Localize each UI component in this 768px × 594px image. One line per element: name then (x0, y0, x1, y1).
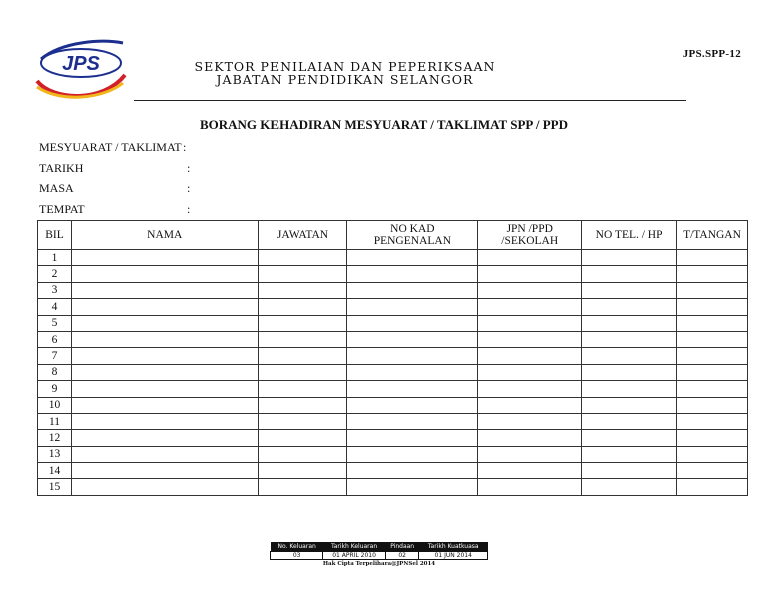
cell-no-tel[interactable] (582, 250, 677, 266)
cell-jpn[interactable] (478, 331, 582, 347)
cell-tandatangan[interactable] (676, 463, 747, 479)
revision-tarikh-kuatkuasa: 01 JUN 2014 (419, 552, 488, 560)
field-tarikh-label: TARIKH (39, 161, 84, 175)
cell-no-kad[interactable] (347, 364, 478, 380)
field-tarikh-colon: : (187, 161, 191, 175)
row-number: 1 (38, 250, 72, 266)
revision-footer (270, 542, 488, 567)
row-number: 3 (38, 282, 72, 298)
cell-nama[interactable] (71, 282, 258, 298)
cell-jpn[interactable] (478, 315, 582, 331)
attendance-table (37, 220, 748, 496)
cell-no-tel[interactable] (582, 331, 677, 347)
cell-jpn[interactable] (478, 266, 582, 282)
cell-tandatangan[interactable] (676, 364, 747, 380)
cell-jawatan[interactable] (258, 397, 347, 413)
cell-tandatangan[interactable] (676, 299, 747, 315)
cell-nama[interactable] (71, 299, 258, 315)
cell-nama[interactable] (71, 348, 258, 364)
row-number: 13 (38, 446, 72, 462)
cell-tandatangan[interactable] (676, 331, 747, 347)
header-no-tel: NO TEL. / HP (582, 221, 677, 250)
field-tempat-label: TEMPAT (39, 202, 85, 216)
logo-text: JPS (62, 53, 100, 75)
cell-jpn[interactable] (478, 348, 582, 364)
cell-nama[interactable] (71, 315, 258, 331)
cell-nama[interactable] (71, 381, 258, 397)
revision-tarikh-keluaran: 01 APRIL 2010 (323, 552, 385, 560)
cell-tandatangan[interactable] (676, 446, 747, 462)
cell-no-kad[interactable] (347, 463, 478, 479)
cell-tandatangan[interactable] (676, 430, 747, 446)
cell-nama[interactable] (71, 266, 258, 282)
cell-tandatangan[interactable] (676, 348, 747, 364)
cell-no-kad[interactable] (347, 430, 478, 446)
cell-no-tel[interactable] (582, 364, 677, 380)
cell-jpn[interactable] (478, 299, 582, 315)
row-number: 14 (38, 463, 72, 479)
cell-jawatan[interactable] (258, 430, 347, 446)
table-row (38, 430, 748, 446)
table-row (38, 282, 748, 298)
cell-no-kad[interactable] (347, 331, 478, 347)
row-number: 7 (38, 348, 72, 364)
cell-jawatan[interactable] (258, 381, 347, 397)
revision-header-pindaan: Pindaan (385, 542, 419, 552)
cell-no-tel[interactable] (582, 348, 677, 364)
cell-no-tel[interactable] (582, 397, 677, 413)
cell-jawatan[interactable] (258, 299, 347, 315)
cell-no-tel[interactable] (582, 430, 677, 446)
cell-jawatan[interactable] (258, 315, 347, 331)
cell-no-kad[interactable] (347, 479, 478, 495)
table-row (38, 348, 748, 364)
cell-jawatan[interactable] (258, 282, 347, 298)
revision-header-tarikh-kuatkuasa: Tarikh Kuatkuasa (419, 542, 488, 552)
field-mesyuarat-label: MESYUARAT / TAKLIMAT (39, 140, 182, 154)
cell-no-kad[interactable] (347, 348, 478, 364)
cell-jpn[interactable] (478, 413, 582, 429)
field-mesyuarat-colon: : (183, 140, 187, 154)
cell-jpn[interactable] (478, 430, 582, 446)
cell-jawatan[interactable] (258, 479, 347, 495)
row-number: 9 (38, 381, 72, 397)
header-jpn (478, 221, 582, 250)
table-row (38, 250, 748, 266)
cell-jpn[interactable] (478, 397, 582, 413)
table-header-row (38, 221, 748, 250)
cell-jawatan[interactable] (258, 413, 347, 429)
cell-tandatangan[interactable] (676, 250, 747, 266)
revision-table (270, 542, 488, 560)
cell-tandatangan[interactable] (676, 315, 747, 331)
cell-jpn[interactable] (478, 446, 582, 462)
cell-jawatan[interactable] (258, 266, 347, 282)
cell-no-tel[interactable] (582, 299, 677, 315)
cell-nama[interactable] (71, 446, 258, 462)
row-number: 2 (38, 266, 72, 282)
cell-jpn[interactable] (478, 250, 582, 266)
revision-pindaan: 02 (385, 552, 419, 560)
cell-tandatangan[interactable] (676, 282, 747, 298)
row-number: 4 (38, 299, 72, 315)
cell-jawatan[interactable] (258, 250, 347, 266)
jps-logo (33, 37, 129, 101)
revision-header-no-keluaran: No. Keluaran (271, 542, 323, 552)
header-tandatangan: T/TANGAN (676, 221, 747, 250)
cell-no-tel[interactable] (582, 413, 677, 429)
cell-tandatangan[interactable] (676, 381, 747, 397)
cell-nama[interactable] (71, 430, 258, 446)
field-tempat-colon: : (187, 202, 191, 216)
cell-nama[interactable] (71, 331, 258, 347)
cell-no-tel[interactable] (582, 266, 677, 282)
cell-nama[interactable] (71, 364, 258, 380)
row-number: 11 (38, 413, 72, 429)
cell-no-kad[interactable] (347, 266, 478, 282)
header-bil: BIL (38, 221, 72, 250)
table-row (38, 266, 748, 282)
cell-jpn[interactable] (478, 364, 582, 380)
cell-jawatan[interactable] (258, 348, 347, 364)
document-code: JPS.SPP-12 (682, 48, 741, 60)
header-jawatan: JAWATAN (258, 221, 347, 250)
cell-no-kad[interactable] (347, 299, 478, 315)
table-row (38, 446, 748, 462)
table-row (38, 315, 748, 331)
cell-nama[interactable] (71, 479, 258, 495)
row-number: 10 (38, 397, 72, 413)
table-row (38, 381, 748, 397)
cell-no-tel[interactable] (582, 282, 677, 298)
cell-jpn[interactable] (478, 381, 582, 397)
header-divider (134, 100, 686, 101)
cell-jawatan[interactable] (258, 463, 347, 479)
cell-no-kad[interactable] (347, 397, 478, 413)
cell-jawatan[interactable] (258, 364, 347, 380)
cell-no-tel[interactable] (582, 479, 677, 495)
revision-no-keluaran: 03 (271, 552, 323, 560)
cell-nama[interactable] (71, 397, 258, 413)
header-nama: NAMA (71, 221, 258, 250)
header-jpn-line2: /SEKOLAH (501, 235, 559, 247)
revision-header-tarikh-keluaran: Tarikh Keluaran (323, 542, 385, 552)
cell-nama[interactable] (71, 463, 258, 479)
cell-no-kad[interactable] (347, 250, 478, 266)
cell-tandatangan[interactable] (676, 413, 747, 429)
field-masa-label: MASA (39, 181, 74, 195)
cell-jawatan[interactable] (258, 446, 347, 462)
cell-no-tel[interactable] (582, 381, 677, 397)
row-number: 12 (38, 430, 72, 446)
table-row (38, 463, 748, 479)
cell-jawatan[interactable] (258, 331, 347, 347)
cell-no-kad[interactable] (347, 315, 478, 331)
table-row (38, 299, 748, 315)
cell-nama[interactable] (71, 413, 258, 429)
header-jpn-line1: JPN /PPD (506, 223, 553, 235)
cell-no-kad[interactable] (347, 381, 478, 397)
header-no-kad-line1: NO KAD (390, 223, 435, 235)
cell-no-kad[interactable] (347, 413, 478, 429)
cell-tandatangan[interactable] (676, 266, 747, 282)
cell-nama[interactable] (71, 250, 258, 266)
cell-no-tel[interactable] (582, 463, 677, 479)
table-row (38, 413, 748, 429)
table-row (38, 364, 748, 380)
row-number: 6 (38, 331, 72, 347)
row-number: 8 (38, 364, 72, 380)
table-row (38, 331, 748, 347)
row-number: 15 (38, 479, 72, 495)
cell-tandatangan[interactable] (676, 479, 747, 495)
table-row (38, 479, 748, 495)
field-masa-colon: : (187, 181, 191, 195)
org-line-2: JABATAN PENDIDIKAN SELANGOR (216, 72, 474, 87)
row-number: 5 (38, 315, 72, 331)
cell-jpn[interactable] (478, 282, 582, 298)
cell-no-tel[interactable] (582, 446, 677, 462)
org-line-1: SEKTOR PENILAIAN DAN PEPERIKSAAN (194, 59, 496, 74)
form-title: BORANG KEHADIRAN MESYUARAT / TAKLIMAT SPP / PPD (199, 117, 568, 132)
cell-jpn[interactable] (478, 463, 582, 479)
copyright-notice: Hak Cipta Terpelihara@JPNSel 2014 (322, 561, 436, 567)
cell-no-tel[interactable] (582, 315, 677, 331)
cell-no-kad[interactable] (347, 446, 478, 462)
organization-heading (180, 60, 510, 86)
cell-tandatangan[interactable] (676, 397, 747, 413)
cell-jpn[interactable] (478, 479, 582, 495)
header-no-kad (347, 221, 478, 250)
header-no-kad-line2: PENGENALAN (373, 235, 452, 247)
table-row (38, 397, 748, 413)
cell-no-kad[interactable] (347, 282, 478, 298)
